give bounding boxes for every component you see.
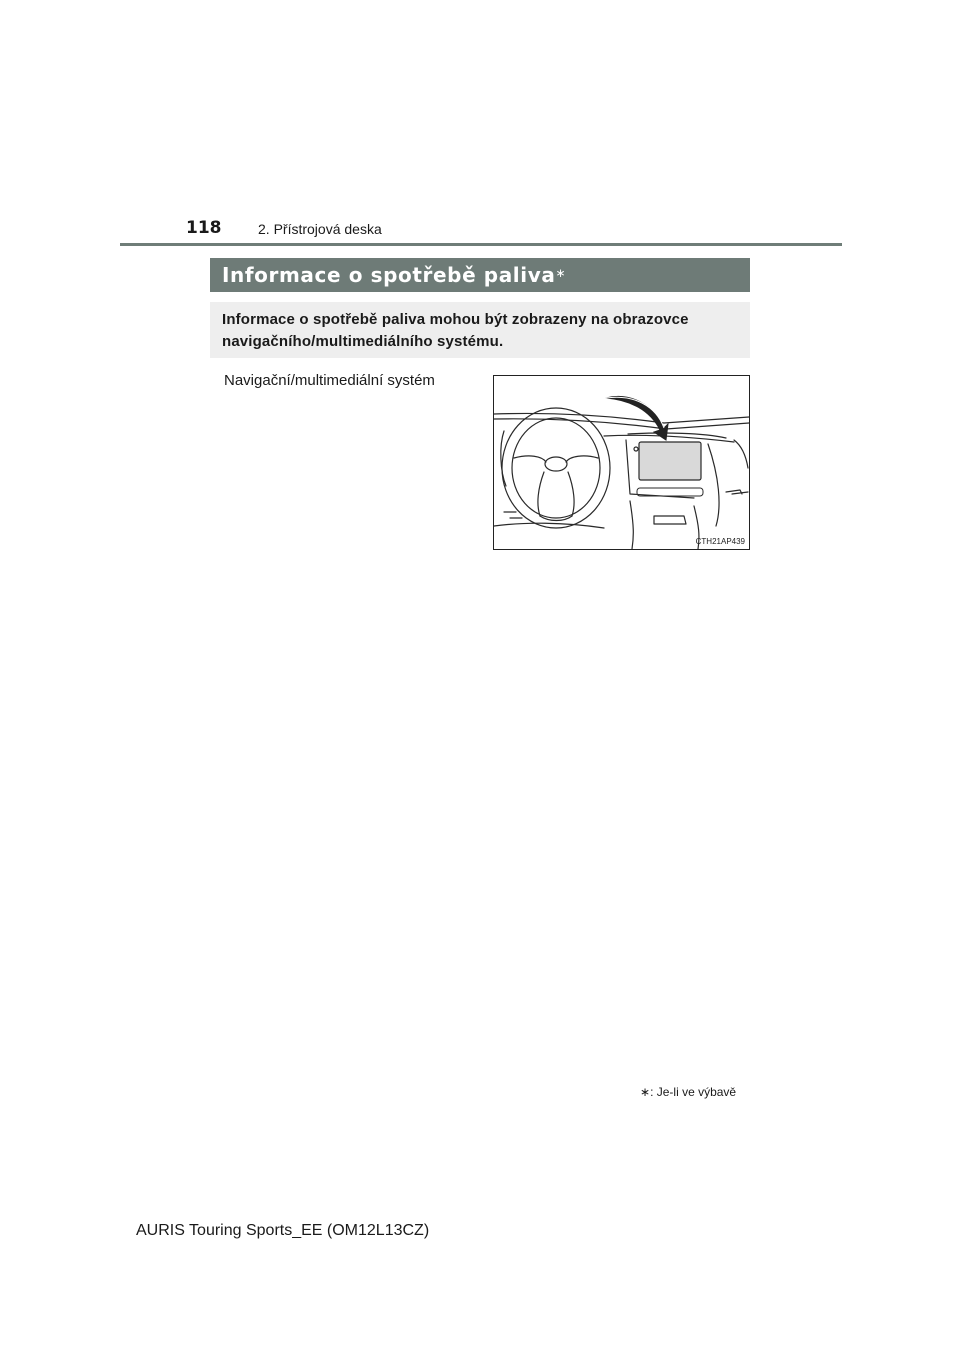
header-rule [120,243,842,246]
footnote-mark: ∗ [640,1085,651,1099]
optional-equipment-mark: ∗ [555,266,567,280]
chapter-title: 2. Přístrojová deska [258,221,382,237]
subheading: Navigační/multimediální systém [224,372,435,389]
footer-text: AURIS Touring Sports_EE (OM12L13CZ) [136,1222,430,1239]
dashboard-illustration [493,375,750,550]
section-title-text: Informace o spotřebě paliva [222,263,556,287]
footnote [640,1085,736,1099]
summary-line: Informace o spotřebě paliva mohou být zobrazeny na obrazovce [222,311,689,328]
section-heading-bar [210,258,750,292]
figure-code: CTH21AP439 [695,537,745,546]
summary-line: navigačního/multimediálního systému. [222,333,504,350]
summary-box [210,302,750,358]
page-number: 118 [186,218,222,238]
section-title [222,263,566,287]
footnote-text: : Je-li ve výbavě [650,1085,737,1099]
dashboard-drawing [494,376,749,549]
